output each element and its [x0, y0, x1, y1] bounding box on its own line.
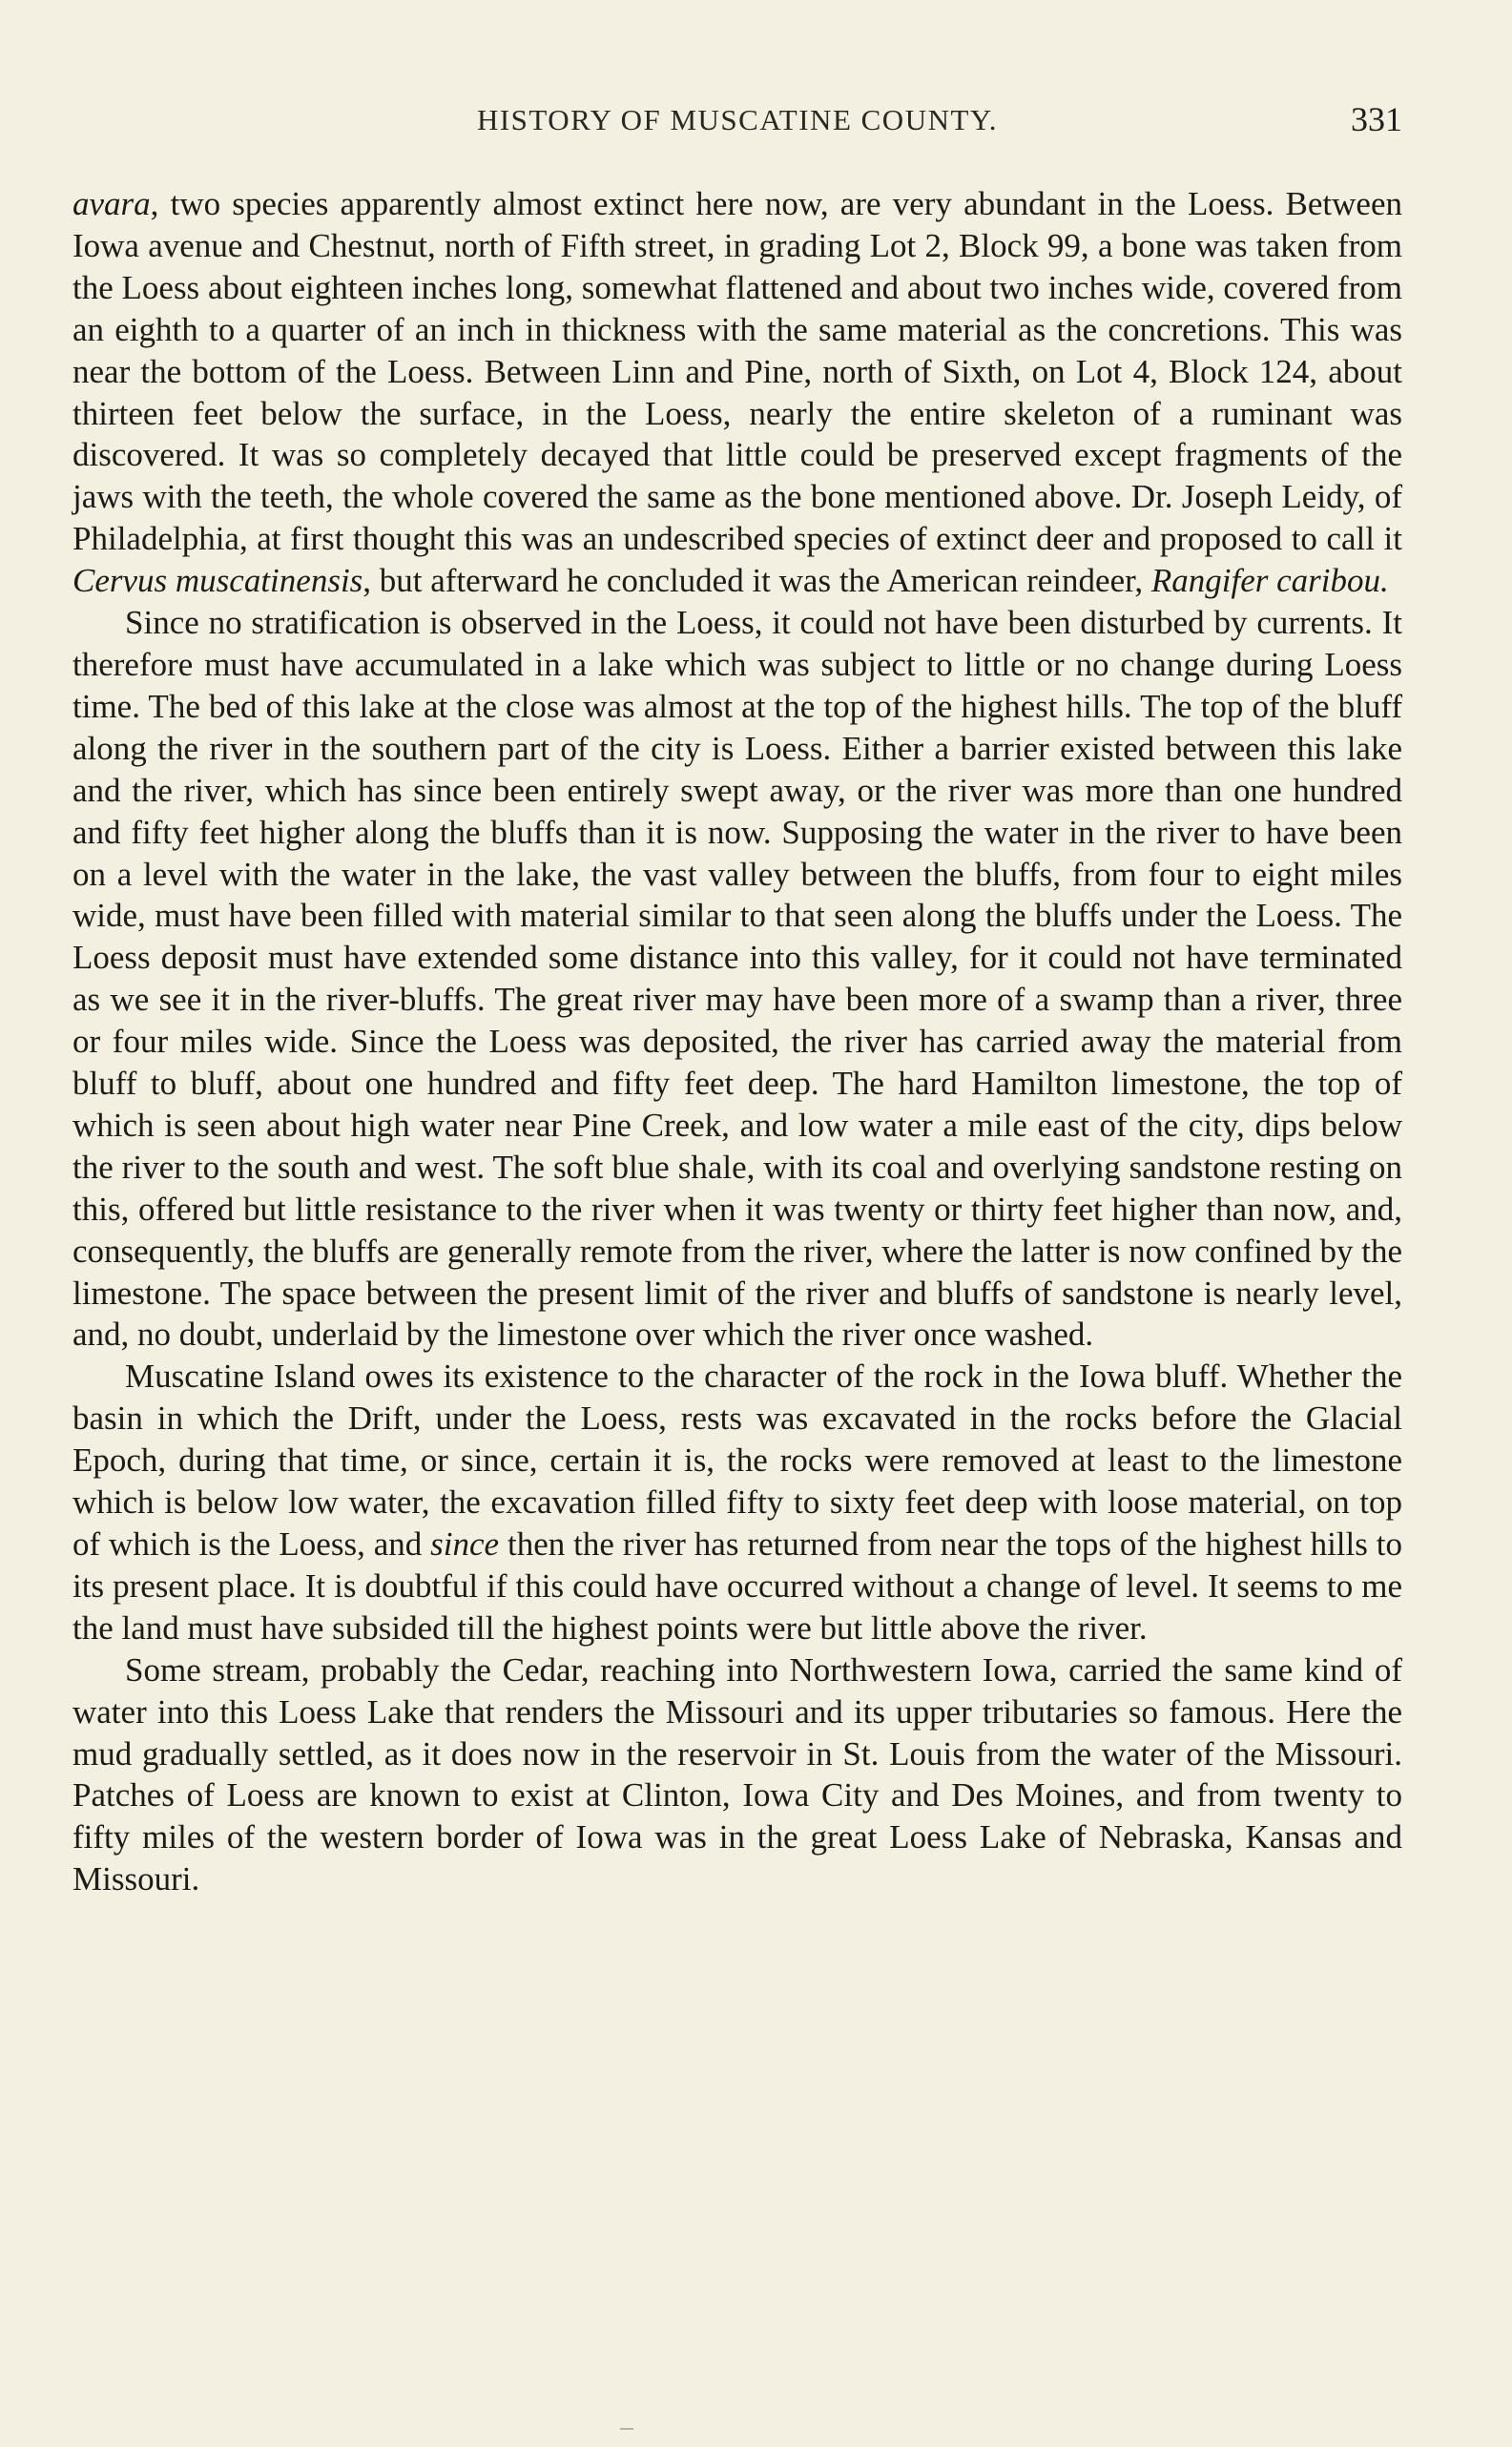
body-text: [72, 183, 1402, 1900]
paragraph-1: [72, 183, 1402, 602]
text-run: , but afterward he concluded it was the American reindeer,: [362, 562, 1151, 600]
text-run: Since no stratification is observed in the Loess, it could not have been disturbed by currents. It therefore must have accumulated in a lake which was subject to little or no change during Loess time. The bed of this lake at the close was almost at the top of the highest hills. The top of the bluff along the river in the southern part of the city is Loess. Either a barrier existed between this lake and the river, which has since been entirely swept away, or the river was more than one hundred and fifty feet higher along the bluffs than it is now. Supposing the water in the river to have been on a level with the water in the lake, the vast valley between the bluffs, from four to eight miles wide, must have been filled with material similar to that seen along the bluffs under the Loess. The Loess deposit must have extended some distance into this valley, for it could not have terminated as we see it in the river-bluffs. The great river may have been more of a swamp than a river, three or four miles wide. Since the Loess was deposited, the river has carried away the material from bluff to bluff, about one hundred and fifty feet deep. The hard Hamilton limestone, the top of which is seen about high water near Pine Creek, and low water a mile east of the city, dips below the river to the south and west. The soft blue shale, with its coal and overlying sandstone resting on this, offered but little resistance to the river when it was twenty or thirty feet higher than now, and, consequently, the bluffs are generally remote from the river, where the latter is now confined by the limestone. The space between the present limit of the river and bluffs of sandstone is nearly level, and, no doubt, underlaid by the limestone over which the river once washed.: [72, 604, 1402, 1354]
italic-text-run: since: [430, 1525, 500, 1563]
italic-text-run: Rangifer caribou.: [1150, 562, 1389, 600]
text-run: Muscatine Island owes its existence to the character of the rock in the Iowa bluff. Whether the basin in which the Drift, under the Loess, rests was excavated in the rocks before the Glacial Epoch, during that time, or since, certain it is, the rocks were removed at least to the limestone which is below low water, the excavation filled fifty to sixty feet deep with loose material, on top of which is the Loess, and: [72, 1358, 1402, 1563]
italic-text-run: avara: [72, 185, 151, 222]
running-header: [72, 100, 1402, 151]
paragraph-4: [72, 1649, 1402, 1900]
text-run: , two species apparently almost extinct here now, are very abundant in the Loess. Between Iowa avenue and Chestnut, north of Fifth street, in grading Lot 2, Block 99, a bone was taken from the Loess about eighteen inches long, somewhat flattened and about two inches wide, covered from an eighth to a quarter of an inch in thickness with the same material as the concretions. This was near the bottom of the Loess. Between Linn and Pine, north of Sixth, on Lot 4, Block 124, about thirteen feet below the surface, in the Loess, nearly the entire skeleton of a ruminant was discovered. It was so completely decayed that little could be preserved except fragments of the jaws with the teeth, the whole covered the same as the bone mentioned above. Dr. Joseph Leidy, of Philadelphia, at first thought this was an undescribed species of extinct deer and proposed to call it: [72, 185, 1402, 558]
running-title: HISTORY OF MUSCATINE COUNTY.: [476, 103, 999, 136]
text-run: Some stream, probably the Cedar, reaching into Northwestern Iowa, carried the same kind of water into this Loess Lake that renders the Missouri and its upper tributaries so famous. Here the mud gradually settled, as it does now in the reservoir in St. Louis from the water of the Missouri. Patches of Loess are known to exist at Clinton, Iowa City and Des Moines, and from twenty to fifty miles of the western border of Iowa was in the great Loess Lake of Nebraska, Kansas and Missouri.: [72, 1650, 1402, 1898]
printer-mark: [620, 2428, 633, 2430]
paragraph-3: [72, 1356, 1402, 1649]
page-number: 331: [1351, 100, 1402, 138]
italic-text-run: Cervus muscatinensis: [72, 562, 363, 600]
text-run: then the river has returned from near the tops of the highest hills to its present place. It is doubtful if this could have occurred without a change of level. It seems to me the land must have subsided till the highest points were but little above the river.: [72, 1525, 1403, 1647]
paragraph-2: [72, 602, 1402, 1356]
